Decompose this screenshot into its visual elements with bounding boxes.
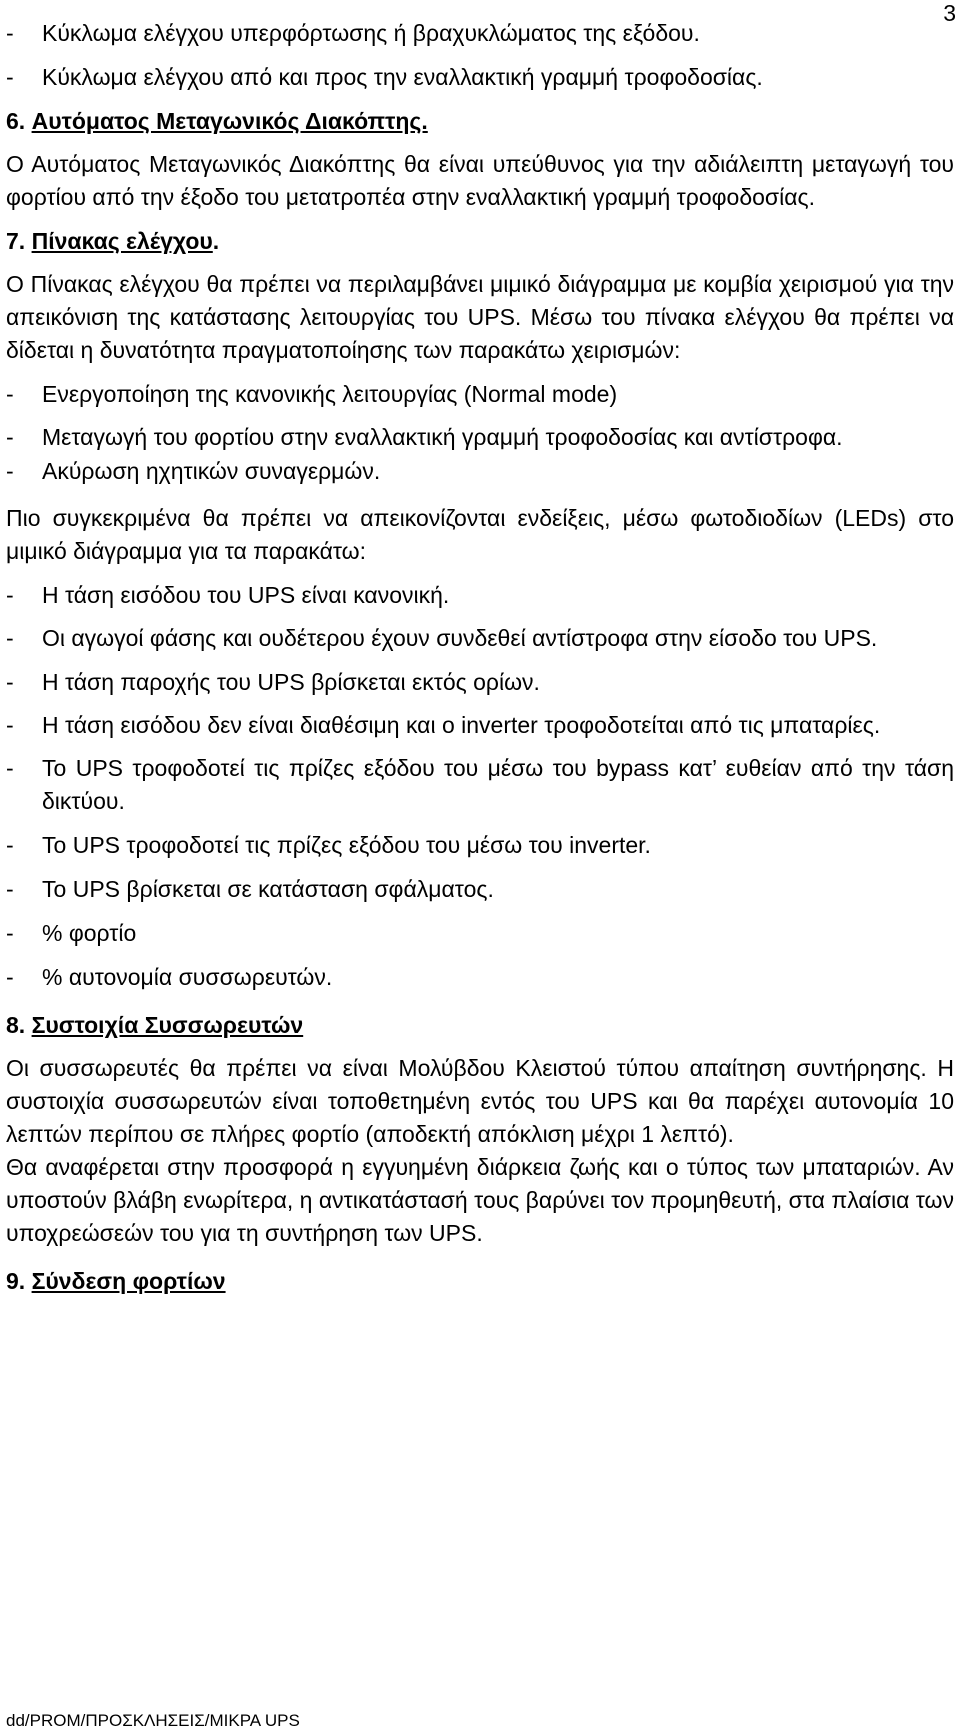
list-item — [6, 752, 954, 818]
list-item-text: Η τάση εισόδου του UPS είναι κανονική. — [42, 582, 450, 608]
list-item — [6, 960, 954, 994]
paragraph: Οι συσσωρευτές θα πρέπει να είναι Μολύβδου Κλειστού τύπου απαίτηση συντήρησης. Η συστοιχία συσσωρευτών είναι τοποθετημένη εντός του UPS και θα παρέχει αυτονομία 10 λεπτών περίπου σε πλήρες φορτίο (αποδεκτή απόκλιση μέχρι 1 λεπτό). — [6, 1055, 954, 1147]
list-item-text: % αυτονομία συσσωρευτών. — [42, 964, 333, 990]
list-item — [6, 578, 954, 612]
list-item — [6, 622, 954, 655]
list-item — [6, 916, 954, 950]
section-number: 7. — [6, 228, 26, 254]
list-item — [6, 665, 954, 699]
list-item-text: Ακύρωση ηχητικών συναγερμών. — [42, 458, 381, 484]
section-title: Πίνακας ελέγχου — [31, 228, 213, 254]
section-title: Συστοιχία Συσσωρευτών — [31, 1012, 304, 1038]
section-number: 9. — [6, 1268, 26, 1294]
bullet-dash: - — [6, 669, 14, 695]
list-item-text: Το UPS τροφοδοτεί τις πρίζες εξόδου του μέσω του inverter. — [42, 832, 651, 858]
list-item — [6, 60, 954, 94]
section-title: Αυτόματος Μεταγωνικός Διακόπτης. — [31, 108, 428, 134]
section-number: 6. — [6, 108, 26, 134]
list-item-text: Κύκλωμα ελέγχου υπερφόρτωσης ή βραχυκλώματος της εξόδου. — [42, 20, 700, 46]
section-heading — [6, 224, 954, 258]
list-item-text: Οι αγωγοί φάσης και ουδέτερου έχουν συνδεθεί αντίστροφα στην είσοδο του UPS. — [42, 625, 878, 651]
paragraph: Θα αναφέρεται στην προσφορά η εγγυημένη διάρκεια ζωής και ο τύπος των μπαταριών. Αν υποστούν βλάβη ενωρίτερα, η αντικατάστασή τους βαρύνει τον προμηθευτή, στα πλαίσια των υποχρεώσεών του για τη συντήρηση των UPS. — [6, 1154, 954, 1246]
list-item — [6, 828, 954, 862]
page-footer: dd/PROM/ΠΡΟΣΚΛΗΣΕΙΣ/ΜΙΚΡΑ UPS — [6, 1711, 300, 1730]
list-item-text: Μεταγωγή του φορτίου στην εναλλακτική γραμμή τροφοδοσίας και αντίστροφα. — [42, 424, 843, 450]
section-title: Σύνδεση φορτίων — [31, 1268, 226, 1294]
bullet-dash: - — [6, 964, 14, 990]
list-item-text: Η τάση εισόδου δεν είναι διαθέσιμη και ο inverter τροφοδοτείται από τις μπαταρίες. — [42, 712, 881, 738]
paragraph: Πιο συγκεκριμένα θα πρέπει να απεικονίζονται ενδείξεις, μέσω φωτοδιοδίων (LEDs) στο μιμικό διάγραμμα για τα παρακάτω: — [6, 505, 954, 564]
bullet-dash: - — [6, 582, 14, 608]
bullet-dash: - — [6, 876, 14, 902]
list-item-text: Κύκλωμα ελέγχου από και προς την εναλλακτική γραμμή τροφοδοσίας. — [42, 64, 763, 90]
list-item — [6, 421, 954, 454]
section-heading — [6, 1008, 954, 1042]
list-item — [6, 377, 954, 411]
list-item — [6, 709, 954, 742]
section-heading — [6, 1264, 954, 1298]
list-item-text: Το UPS τροφοδοτεί τις πρίζες εξόδου του μέσω του bypass κατ’ ευθείαν από την τάση δικτύου. — [42, 755, 954, 814]
document-body — [6, 20, 954, 1298]
bullet-dash: - — [6, 424, 14, 450]
list-item-text: % φορτίο — [42, 920, 137, 946]
list-item-text: Το UPS βρίσκεται σε κατάσταση σφάλματος. — [42, 876, 494, 902]
paragraph: Ο Πίνακας ελέγχου θα πρέπει να περιλαμβάνει μιμικό διάγραμμα με κομβία χειρισμού για την απεικόνιση της κατάστασης λειτουργίας του UPS. Μέσω του πίνακα ελέγχου θα πρέπει να δίδεται η δυνατότητα πραγματοποίησης των παρακάτω χειρισμών: — [6, 271, 954, 363]
section-heading — [6, 104, 954, 138]
bullet-dash: - — [6, 755, 14, 781]
bullet-dash: - — [6, 712, 14, 738]
paragraph: Ο Αυτόματος Μεταγωνικός Διακόπτης θα είναι υπεύθυνος για την αδιάλειπτη μεταγωγή του φορτίου από την έξοδο του μετατροπέα στην εναλλακτική γραμμή τροφοδοσίας. — [6, 151, 954, 210]
bullet-dash: - — [6, 832, 14, 858]
list-item-text: Η τάση παροχής του UPS βρίσκεται εκτός ορίων. — [42, 669, 540, 695]
bullet-dash: - — [6, 64, 14, 90]
bullet-dash: - — [6, 458, 14, 484]
bullet-dash: - — [6, 920, 14, 946]
list-item — [6, 16, 954, 50]
list-item — [6, 454, 954, 488]
section-title-suffix: . — [212, 228, 220, 254]
list-item-text: Ενεργοποίηση της κανονικής λειτουργίας (Normal mode) — [42, 381, 618, 407]
bullet-dash: - — [6, 20, 14, 46]
bullet-dash: - — [6, 381, 14, 407]
bullet-dash: - — [6, 625, 14, 651]
list-item — [6, 872, 954, 906]
section-number: 8. — [6, 1012, 26, 1038]
page-number: 3 — [943, 0, 956, 26]
